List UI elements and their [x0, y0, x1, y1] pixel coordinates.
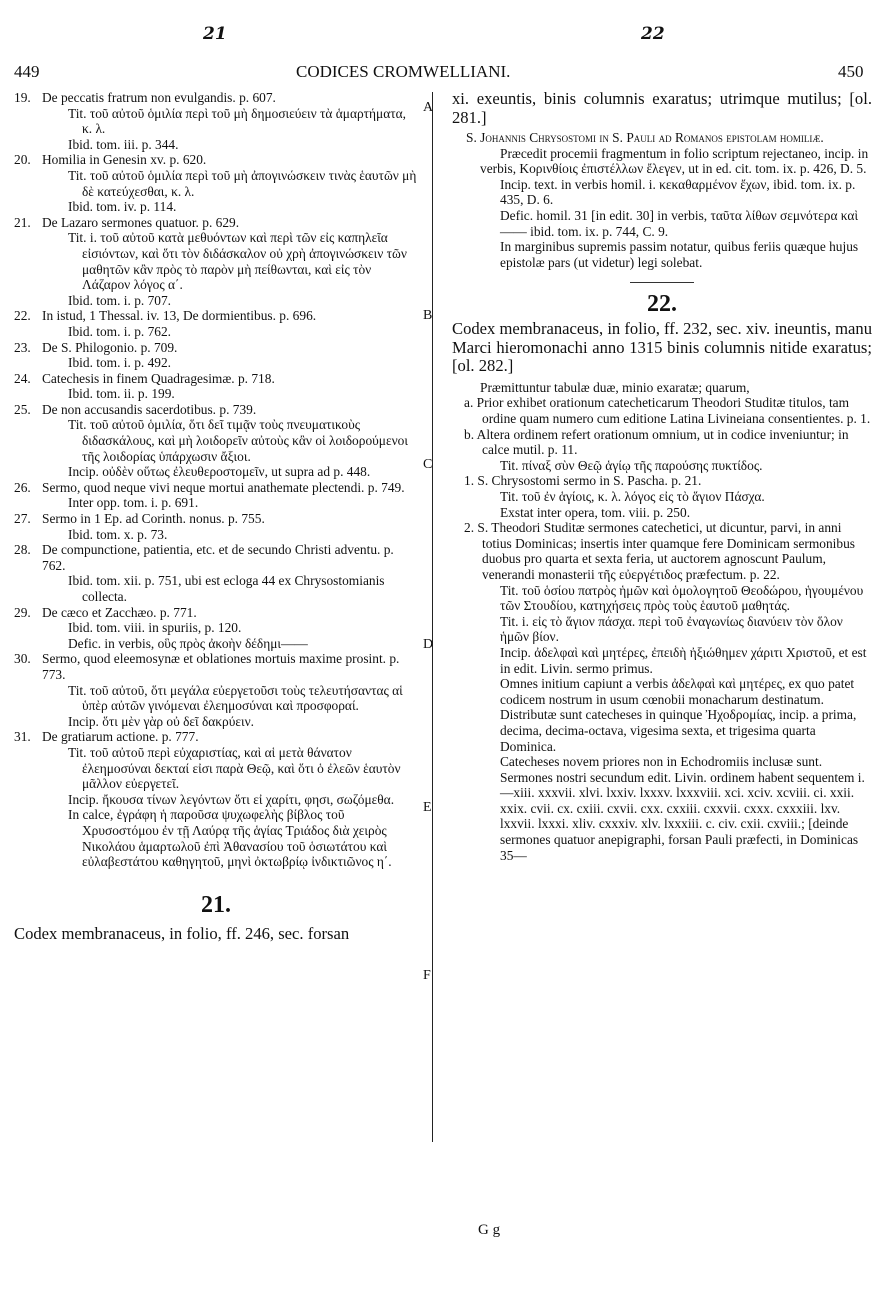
entry-number: 29. [14, 604, 31, 620]
entry-title: Sermo in 1 Ep. ad Corinth. nonus. p. 755. [42, 511, 265, 527]
entry-title: Homilia in Genesin xv. p. 620. [42, 152, 207, 168]
entry-number: 20. [14, 152, 31, 168]
contents-paragraph: 2. S. Theodori Studitæ sermones catechetici, ut dicuntur, parvi, in anni totius Dominicas; insertis inter quamque fere Dominicam sermonibus duobus pro quarta et sexta feria, ut auctorem agnoscunt Paulum, venerandi monasterii τῆς εὐεργέτιδος præfectum. p. 22. [464, 520, 856, 582]
handwritten-folio-left: 21 [203, 24, 227, 44]
entry-heading [14, 215, 418, 231]
contents-paragraph: Tit. τοῦ ὁσίου πατρὸς ἡμῶν καὶ ὁμολογητοῦ Θεοδώρου, ἡγουμένου τῶν Στουδίου, κατηχήσεις πρὸς τοὺς ἑαυτοῦ μαθητάς. [500, 582, 864, 614]
contents-paragraph: Exstat inter opera, tom. viii. p. 250. [500, 504, 691, 520]
margin-letter-d: D [423, 637, 434, 652]
codex-21-description: Codex membranaceus, in folio, ff. 246, sec. forsan [14, 923, 350, 943]
entry-heading [14, 340, 418, 356]
entry-heading [14, 729, 418, 745]
entry-detail: Ibid. tom. ii. p. 199. [68, 386, 175, 402]
contents-paragraph: Catecheses novem priores non in Echodromiis inclusæ sunt. [500, 754, 823, 770]
entry-item [14, 90, 418, 152]
contents-paragraph: 1. S. Chrysostomi sermo in S. Pascha. p. 21. [464, 473, 702, 489]
note-paragraph: In marginibus supremis passim notatur, quibus feriis quæque hujus epistolæ pars (ut videtur) legi solebat. [500, 239, 859, 270]
entry-detail: Incip. ἤκουσα τίνων λεγόντων ὅτι εἰ χαρίτι, φησι, σωζόμεθα. [68, 791, 395, 807]
entry-list [14, 90, 418, 870]
entry-item [14, 729, 418, 869]
codex-number-22: 22. [647, 291, 677, 318]
entry-heading [14, 605, 418, 621]
entry-heading [14, 90, 418, 106]
contents-paragraph: Præmittuntur tabulæ duæ, minio exaratæ; quarum, [480, 379, 750, 395]
entry-detail: In calce, ἐγράφη ἡ παροῦσα ψυχωφελὴς βίβλος τοῦ Χρυσοστόμου ἐν τῇ Λαύρᾳ τῆς ἁγίας Τριάδος διὰ χειρὸς Νικολάου ἁμαρτωλοῦ ἐπὶ Ἀθανασίου τοῦ ὁσιωτάτου καὶ εὐλαβεστάτου καθηγητοῦ, μηνὶ ὀκτωβρίῳ ἰνδικτιῶνος η΄. [68, 807, 392, 870]
entry-detail: Tit. i. τοῦ αὐτοῦ κατὰ μεθυόντων καὶ περὶ τῶν εἰς καπηλεῖα εἰσιόντων, καὶ ὅτι τὸν διδάσκαλον οὐ χρὴ ἀπογινώσκειν τῶν μαθητῶν κἂν πρὸς τὸ παρὸν μὴ πείθωνται, καὶ εἰς τὸν Λάζαρον λόγος α΄. [68, 230, 407, 293]
section-rule [630, 282, 694, 283]
codex-21-continuation: xi. exeuntis, binis columnis exaratus; utrimque mutilus; [ol. 281.] [452, 89, 872, 127]
entry-detail: Ibid. tom. viii. in spuriis, p. 120. [68, 620, 242, 636]
entry-title: De compunctione, patientia, etc. et de secundo Christi adventu. p. 762. [42, 542, 394, 573]
contents-paragraph: Sermones nostri secundum edit. Livin. ordinem habent sequentem i.—xiii. xxxvii. xlvi. lxxiv. lxxxv. lxxxviii. xci. xciv. xcviii. ci. xxii. xxix. cvii. cx. cxiii. cxvii. cxx. cxxiii. cxxvii. cxxx. cxxxiii. lxv. lxxvii. lxxxi. xliv. cxxxiv. xlv. lxxxiii. c. civ. cxii. cxviii.; [deinde sermones quatuor anepigraphi, forsan Pauli præfecti, in Dominicas 35— [500, 769, 865, 863]
margin-letter-c: C [423, 457, 433, 472]
entry-item [14, 152, 418, 214]
author-line: S. Johannis Chrysostomi in S. Pauli ad Romanos epistolam homiliæ. [466, 130, 824, 145]
entry-title: In istud, 1 Thessal. iv. 13, De dormientibus. p. 696. [42, 308, 317, 324]
entry-number: 27. [14, 511, 31, 527]
entry-number: 28. [14, 542, 31, 558]
contents-paragraph: Omnes initium capiunt a verbis ἀδελφαὶ καὶ μητέρες, ex quo patet codicem nostrum in usum cœnobii monacharum destinatum. [500, 676, 855, 707]
entry-detail: Ibid. tom. i. p. 492. [68, 355, 172, 371]
entry-heading [14, 480, 418, 496]
entry-title: De gratiarum actione. p. 777. [42, 729, 199, 745]
entry-detail: Tit. τοῦ αὐτοῦ ὁμιλία, ὅτι δεῖ τιμᾷν τοὺς πνευματικοὺς διδασκάλους, καὶ μὴ λοιδορεῖν αὐτοὺς κἂν οἱ λοιδορούμενοι τῆς λοιδορίας ὑπάρχωσιν ἄξιοι. [68, 417, 408, 464]
column-divider [432, 92, 433, 1142]
entry-heading [14, 542, 418, 573]
entry-number: 25. [14, 401, 31, 417]
entry-detail: Tit. τοῦ αὐτοῦ, ὅτι μεγάλα εὐεργετοῦσι τοὺς τελευτήσαντας αἱ ὑπὲρ αὐτῶν γινόμεναι ἐλεημοσύναι καὶ προσφοραί. [68, 682, 403, 714]
entry-title: De cæco et Zacchæo. p. 771. [42, 604, 197, 620]
entry-item [14, 402, 418, 480]
entry-heading [14, 371, 418, 387]
entry-number: 24. [14, 370, 31, 386]
codex-22-description: Codex membranaceus, in folio, ff. 232, sec. xiv. ineuntis, manu Marci hieromonachi anno 1315 binis columnis nitide exaratus; [ol. 282.] [452, 319, 872, 376]
entry-title: De non accusandis sacerdotibus. p. 739. [42, 401, 257, 417]
entry-detail: Incip. οὐδὲν οὕτως ἐλευθεροστομεῖν, ut supra ad p. 448. [68, 464, 371, 480]
entry-heading [14, 511, 418, 527]
entry-item [14, 480, 418, 511]
entry-detail: Tit. τοῦ αὐτοῦ περὶ εὐχαριστίας, καὶ αἱ μετὰ θάνατον ἐλεημοσύναι δεκταί εἰσι παρὰ Θεῷ, καὶ ὅτι ὁ ἐλεῶν ἑαυτὸν μᾶλλον εὐεργετεῖ. [68, 744, 401, 792]
entry-detail: Defic. in verbis, οὓς πρὸς ἀκοὴν δέδημι—— [68, 635, 308, 651]
entry-item [14, 542, 418, 604]
margin-letter-f: F [423, 968, 431, 983]
entry-heading [14, 402, 418, 418]
entry-number: 30. [14, 651, 31, 667]
entry-number: 23. [14, 339, 31, 355]
entry-detail: Ibid. tom. iv. p. 114. [68, 199, 177, 215]
entry-heading [14, 152, 418, 168]
contents-paragraph: b. Altera ordinem refert orationum omnium, ut in codice inveniuntur; in calce mutil. p. 11. [464, 426, 849, 458]
margin-letter-a: A [423, 100, 434, 115]
contents-paragraph: Tit. i. εἰς τὸ ἅγιον πάσχα. περὶ τοῦ ἐναγωνίως διανύειν τὸν ὅλον ἡμῶν βίον. [500, 613, 843, 645]
contents-paragraph: Tit. τοῦ ἐν ἁγίοις, κ. λ. λόγος εἰς τὸ ἅγιον Πάσχα. [500, 489, 765, 504]
column-number-left: 449 [14, 62, 40, 81]
entry-detail: Ibid. tom. xii. p. 751, ubi est ecloga 44 ex Chrysostomianis collecta. [68, 573, 385, 604]
entry-heading [14, 651, 418, 682]
entry-detail: Ibid. tom. iii. p. 344. [68, 136, 179, 152]
note-paragraph: Præcedit procemii fragmentum in folio scriptum rejectaneo, incip. in verbis, Κορινθίοις ἐπιστέλλων ἔλεγεν, ut in ed. cit. tom. ix. p. 426, D. 5. [480, 145, 869, 177]
entry-detail: Tit. τοῦ αὐτοῦ ὁμιλία περὶ τοῦ μὴ δημοσιεύειν τὰ ἁμαρτήματα, κ. λ. [68, 105, 406, 137]
entry-title: De S. Philogonio. p. 709. [42, 339, 178, 355]
column-number-right: 450 [838, 62, 864, 81]
margin-letter-e: E [423, 800, 432, 815]
entry-item [14, 371, 418, 402]
entry-title: Catechesis in finem Quadragesimæ. p. 718. [42, 370, 275, 386]
contents-paragraph: Incip. ἀδελφαὶ καὶ μητέρες, ἐπειδὴ ἠξιώθημεν χάριτι Χριστοῦ, et est in edit. Livin. sermo primus. [500, 644, 867, 676]
contents-paragraph: Distributæ sunt catecheses in quinque Ἠχοδρομίας, incip. a prima, decima, decima-octava, vigesima sexta, et trigesima quarta Dominica. [500, 707, 857, 754]
note-paragraph: Incip. text. in verbis homil. i. κεκαθαρμένον ἔχων, ibid. tom. ix. p. 435, D. 6. [500, 176, 856, 208]
entry-item [14, 340, 418, 371]
entry-number: 19. [14, 90, 31, 105]
entry-title: De Lazaro sermones quatuor. p. 629. [42, 214, 240, 230]
entry-detail: Ibid. tom. i. p. 707. [68, 292, 172, 308]
entry-number: 22. [14, 308, 31, 324]
right-column [452, 90, 872, 863]
contents-paragraph: Tit. πίναξ σὺν Θεῷ ἁγίῳ τῆς παρούσης πυκτίδος. [500, 457, 763, 473]
entry-heading [14, 308, 418, 324]
entry-item [14, 215, 418, 309]
margin-letter-b: B [423, 308, 433, 323]
entry-detail: Ibid. tom. x. p. 73. [68, 526, 168, 542]
entry-detail: Incip. ὅτι μὲν γὰρ οὐ δεῖ δακρύειν. [68, 713, 254, 729]
running-title: CODICES CROMWELLIANI. [296, 62, 511, 81]
note-paragraph: Defic. homil. 31 [in edit. 30] in verbis, ταῦτα λίθων σεμνότερα καὶ—— ibid. tom. ix. p. 744, C. 9. [500, 207, 859, 239]
left-column [14, 90, 418, 943]
entry-number: 31. [14, 729, 31, 745]
entry-item [14, 605, 418, 652]
contents-paragraph: a. Prior exhibet orationum catecheticarum Theodori Studitæ titulos, tam ordine quam numero cum editione Latina Livineiana consentientes. p. 1. [464, 395, 871, 427]
entry-detail: Ibid. tom. i. p. 762. [68, 323, 172, 339]
entry-title: Sermo, quod neque vivi neque mortui anathemate plectendi. p. 749. [42, 479, 405, 495]
entry-number: 26. [14, 479, 31, 495]
codex-21-notes [452, 146, 872, 271]
entry-number: 21. [14, 214, 31, 230]
entry-title: De peccatis fratrum non evulgandis. p. 607. [42, 90, 276, 105]
entry-detail: Tit. τοῦ αὐτοῦ ὁμιλία περὶ τοῦ μὴ ἀπογινώσκειν τινὰς ἑαυτῶν μὴ δὲ κατεύχεσθαι, κ. λ. [68, 167, 417, 199]
signature-mark: G g [478, 1222, 501, 1238]
entry-detail: Inter opp. tom. i. p. 691. [68, 495, 199, 511]
codex-number-21: 21. [201, 891, 231, 918]
entry-item [14, 511, 418, 542]
entry-item [14, 308, 418, 339]
handwritten-folio-right: 22 [641, 24, 665, 44]
codex-22-contents [452, 380, 872, 863]
entry-item [14, 651, 418, 729]
codex-21-contents [452, 130, 872, 270]
entry-title: Sermo, quod eleemosynæ et oblationes mortuis maxime prosint. p. 773. [42, 651, 400, 682]
